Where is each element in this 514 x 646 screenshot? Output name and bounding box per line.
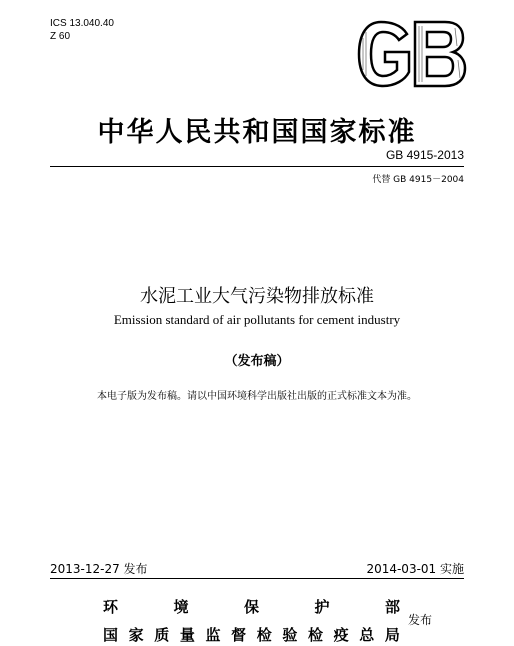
issuer-char: 检 [308, 626, 324, 644]
header-rule [50, 166, 464, 167]
issuer-char: 量 [179, 626, 195, 644]
issuer-char: 护 [314, 598, 330, 616]
national-standard-title: 中华人民共和国国家标准 [97, 117, 417, 148]
issuer-char: 疫 [333, 626, 349, 644]
gb-logo-text: GB [355, 18, 357, 19]
standard-number: GB 4915-2013 [385, 148, 464, 162]
footer-rule [50, 578, 464, 579]
issuer-ministry-of-environmental-protection [103, 596, 400, 617]
issue-date: 2013-12-27 发布 [50, 562, 148, 576]
draft-label: （发布稿） [224, 354, 290, 369]
issuer-char: 环 [103, 598, 119, 616]
publish-label: 发布 [408, 613, 433, 627]
issuer-char: 监 [205, 626, 221, 644]
replaces-note: 代替 GB 4915－2004 [372, 175, 464, 185]
issuer-aqsiq [103, 624, 400, 645]
issuer-char: 保 [243, 598, 259, 616]
issuer-char: 局 [384, 626, 400, 644]
issuer-char: 家 [128, 626, 144, 644]
standard-title-english: Emission standard of air pollutants for cement industry [113, 312, 401, 327]
issuer-char: 验 [282, 626, 298, 644]
issuer-char: 检 [256, 626, 272, 644]
issuer-char: 质 [154, 626, 170, 644]
issuer-char: 督 [231, 626, 247, 644]
gb-logo [355, 18, 467, 90]
issuer-char: 国 [103, 626, 119, 644]
standard-title-chinese: 水泥工业大气污染物排放标准 [140, 286, 374, 307]
electronic-version-notice: 本电子版为发布稿。请以中国环境科学出版社出版的正式标准文本为准。 [97, 391, 417, 402]
issuer-char: 境 [173, 598, 189, 616]
issuer-char: 部 [384, 598, 400, 616]
ics-code: ICS 13.040.40 [50, 18, 114, 29]
effective-date: 2014-03-01 实施 [366, 562, 464, 576]
classification-code: Z 60 [50, 31, 71, 42]
issuer-char: 总 [359, 626, 375, 644]
